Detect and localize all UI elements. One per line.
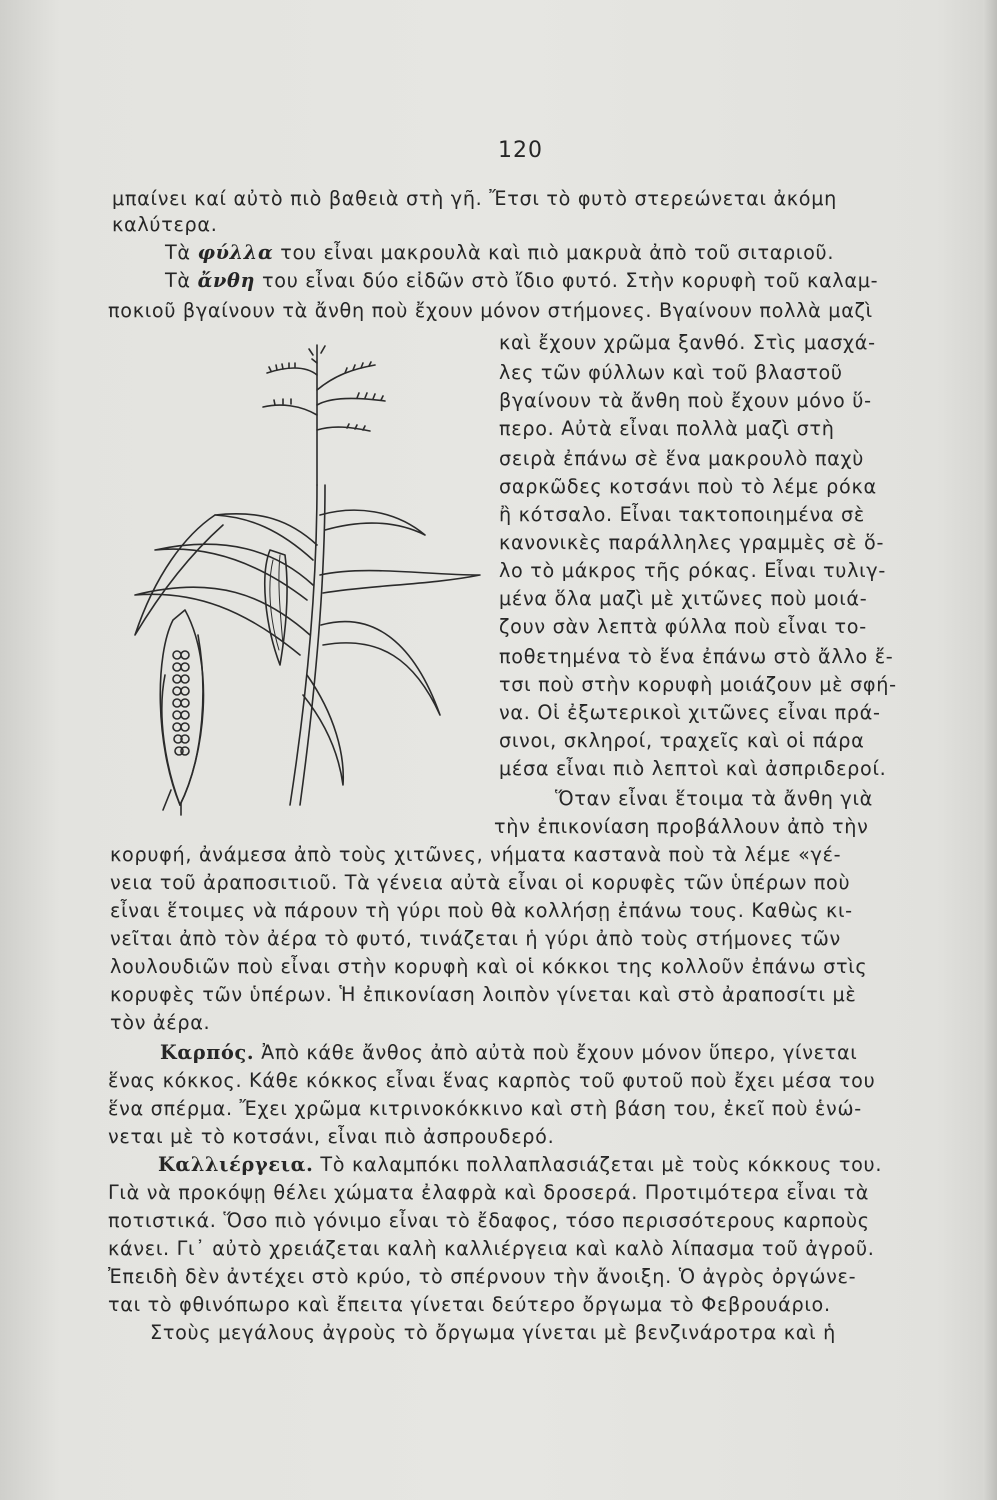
text-line: ποκιοῦ βγαίνουν τὰ ἄνθη ποὺ ἔχουν μόνον στήμονες. Βγαίνουν πολλὰ μαζὶ (108, 299, 873, 322)
line-rest: Τὸ καλαμπόκι πολλαπλασιάζεται μὲ τοὺς κόκκους του. (313, 1153, 883, 1176)
text-line: κορυφὲς τῶν ὑπέρων. Ἡ ἐπικονίαση λοιπὸν γίνεται καὶ στὸ ἀραποσίτι μὲ (110, 983, 857, 1006)
text-line: ζουν σὰν λεπτὰ φύλλα ποὺ εἶναι το- (499, 615, 867, 638)
text-line: νεται μὲ τὸ κοτσάνι, εἶναι πιὸ ἀσπρουδερό. (108, 1125, 555, 1148)
text-line: τὸν ἀέρα. (110, 1011, 211, 1034)
line-prefix: Τὰ (165, 269, 198, 292)
text-line: τὴν ἐπικονίαση προβάλλουν ἀπὸ τὴν (494, 815, 869, 838)
corn-cob-drawing (160, 610, 203, 815)
text-line: ται τὸ φθινόπωρο καὶ ἔπειτα γίνεται δεύτερο ὄργωμα τὸ Φεβρουάριο. (108, 1293, 831, 1316)
line-rest: του εἶναι δύο εἰδῶν στὸ ἴδιο φυτό. Στὴν κορυφὴ τοῦ καλαμ- (255, 269, 879, 292)
text-line: λο τὸ μάκρος τῆς ρόκας. Εἶναι τυλιγ- (499, 559, 886, 582)
line-rest: του εἶναι μακρουλὰ καὶ πιὸ μακρυὰ ἀπὸ τοῦ σιταριοῦ. (273, 241, 835, 264)
text-line: μπαίνει καί αὐτὸ πιὸ βαθειὰ στὴ γῆ. Ἔτσι τὸ φυτὸ στερεώνεται ἀκόμη (112, 187, 838, 210)
text-line: ποτιστικά. Ὅσο πιὸ γόνιμο εἶναι τὸ ἔδαφος, τόσο περισσότερους καρποὺς (108, 1209, 870, 1232)
text-line (158, 1152, 882, 1178)
term-leaves: φύλλα (197, 241, 274, 264)
text-line (160, 1040, 858, 1066)
text-line (165, 268, 878, 294)
text-line: σειρὰ ἐπάνω σὲ ἕνα μακρουλὸ παχὺ (499, 447, 865, 470)
line-prefix: Τὰ (165, 241, 198, 264)
text-line: ἕνας κόκκος. Κάθε κόκκος εἶναι ἕνας καρπὸς τοῦ φυτοῦ ποὺ ἔχει μέσα του (108, 1069, 876, 1092)
text-line: ποθετημένα τὸ ἕνα ἐπάνω στὸ ἄλλο ἔ- (499, 645, 894, 668)
text-line: μέσα εἶναι πιὸ λεπτοὶ καὶ ἀσπριδεροί. (499, 757, 887, 780)
text-line: Ἐπειδὴ δὲν ἀντέχει στὸ κρύο, τὸ σπέρνουν τὴν ἄνοιξη. Ὁ ἀγρὸς ὀργώνε- (108, 1265, 857, 1288)
text-line: μένα ὅλα μαζὶ μὲ χιτῶνες ποὺ μοιά- (499, 587, 868, 610)
text-line: κάνει. Γι᾽ αὐτὸ χρειάζεται καλὴ καλλιέργεια καὶ καλὸ λίπασμα τοῦ ἀγροῦ. (108, 1237, 875, 1260)
line-rest: Ἀπὸ κάθε ἄνθος ἀπὸ αὐτὰ ποὺ ἔχουν μόνον ὕπερο, γίνεται (254, 1041, 858, 1064)
term-flowers: ἄνθη (197, 269, 256, 292)
text-line: βγαίνουν τὰ ἄνθη ποὺ ἔχουν μόνο ὕ- (499, 389, 872, 412)
text-line: Ὅταν εἶναι ἕτοιμα τὰ ἄνθη γιὰ (555, 787, 874, 810)
text-line: νεῖται ἀπὸ τὸν ἀέρα τὸ φυτό, τινάζεται ἡ γύρι ἀπὸ τοὺς στήμονες τῶν (110, 927, 841, 950)
tassel-drawing (263, 345, 385, 485)
text-line: κανονικὲς παράλληλες γραμμὲς σὲ ὅ- (499, 531, 885, 554)
page-number: 120 (498, 138, 543, 163)
text-line: καλύτερα. (112, 213, 218, 236)
text-line: Στοὺς μεγάλους ἀγροὺς τὸ ὄργωμα γίνεται μὲ βενζινάροτρα καὶ ἡ (150, 1321, 836, 1344)
text-line: Γιὰ νὰ προκόψῃ θέλει χώματα ἐλαφρὰ καὶ δροσερά. Προτιμότερα εἶναι τὰ (108, 1181, 870, 1204)
text-line: σινοι, σκληροί, τραχεῖς καὶ οἱ πάρα (499, 729, 865, 752)
section-heading-fruit: Καρπός. (160, 1041, 255, 1064)
text-line: τσι ποὺ στὴν κορυφὴ μοιάζουν μὲ σφή- (499, 673, 897, 696)
text-line: σαρκῶδες κοτσάνι ποὺ τὸ λέμε ρόκα (499, 475, 877, 498)
text-line: να. Οἱ ἐξωτερικοὶ χιτῶνες εἶναι πρά- (499, 701, 881, 724)
text-line: λουλουδιῶν ποὺ εἶναι στὴν κορυφὴ καὶ οἱ κόκκοι της κολλοῦν ἐπάνω στὶς (110, 955, 868, 978)
corn-plant-illustration (95, 335, 495, 825)
text-line: ἢ κότσαλο. Εἶναι τακτοποιημένα σὲ (499, 503, 865, 526)
stalk-drawing (290, 485, 325, 805)
husk-drawing (265, 550, 287, 665)
text-line: εἶναι ἕτοιμες νὰ πάρουν τὴ γύρι ποὺ θὰ κολλήσῃ ἐπάνω τους. Καθὼς κι- (110, 899, 853, 922)
page-binding-edge (983, 0, 997, 1500)
text-line: λες τῶν φύλλων καὶ τοῦ βλαστοῦ (499, 361, 843, 384)
text-line: περο. Αὐτὰ εἶναι πολλὰ μαζὶ στὴ (499, 417, 835, 440)
text-line (165, 240, 834, 266)
section-heading-cultivation: Καλλιέργεια. (158, 1153, 314, 1176)
text-line: ἕνα σπέρμα. Ἔχει χρῶμα κιτρινοκόκκινο καὶ στὴ βάση του, ἐκεῖ ποὺ ἑνώ- (108, 1097, 862, 1120)
text-line: νεια τοῦ ἀραποσιτιοῦ. Τὰ γένεια αὐτὰ εἶναι οἱ κορυφὲς τῶν ὑπέρων ποὺ (110, 871, 851, 894)
text-line: κορυφή, ἀνάμεσα ἀπὸ τοὺς χιτῶνες, νήματα καστανὰ ποὺ τὰ λέμε «γέ- (110, 843, 842, 866)
text-line: καὶ ἔχουν χρῶμα ξανθό. Στὶς μασχά- (499, 331, 876, 354)
